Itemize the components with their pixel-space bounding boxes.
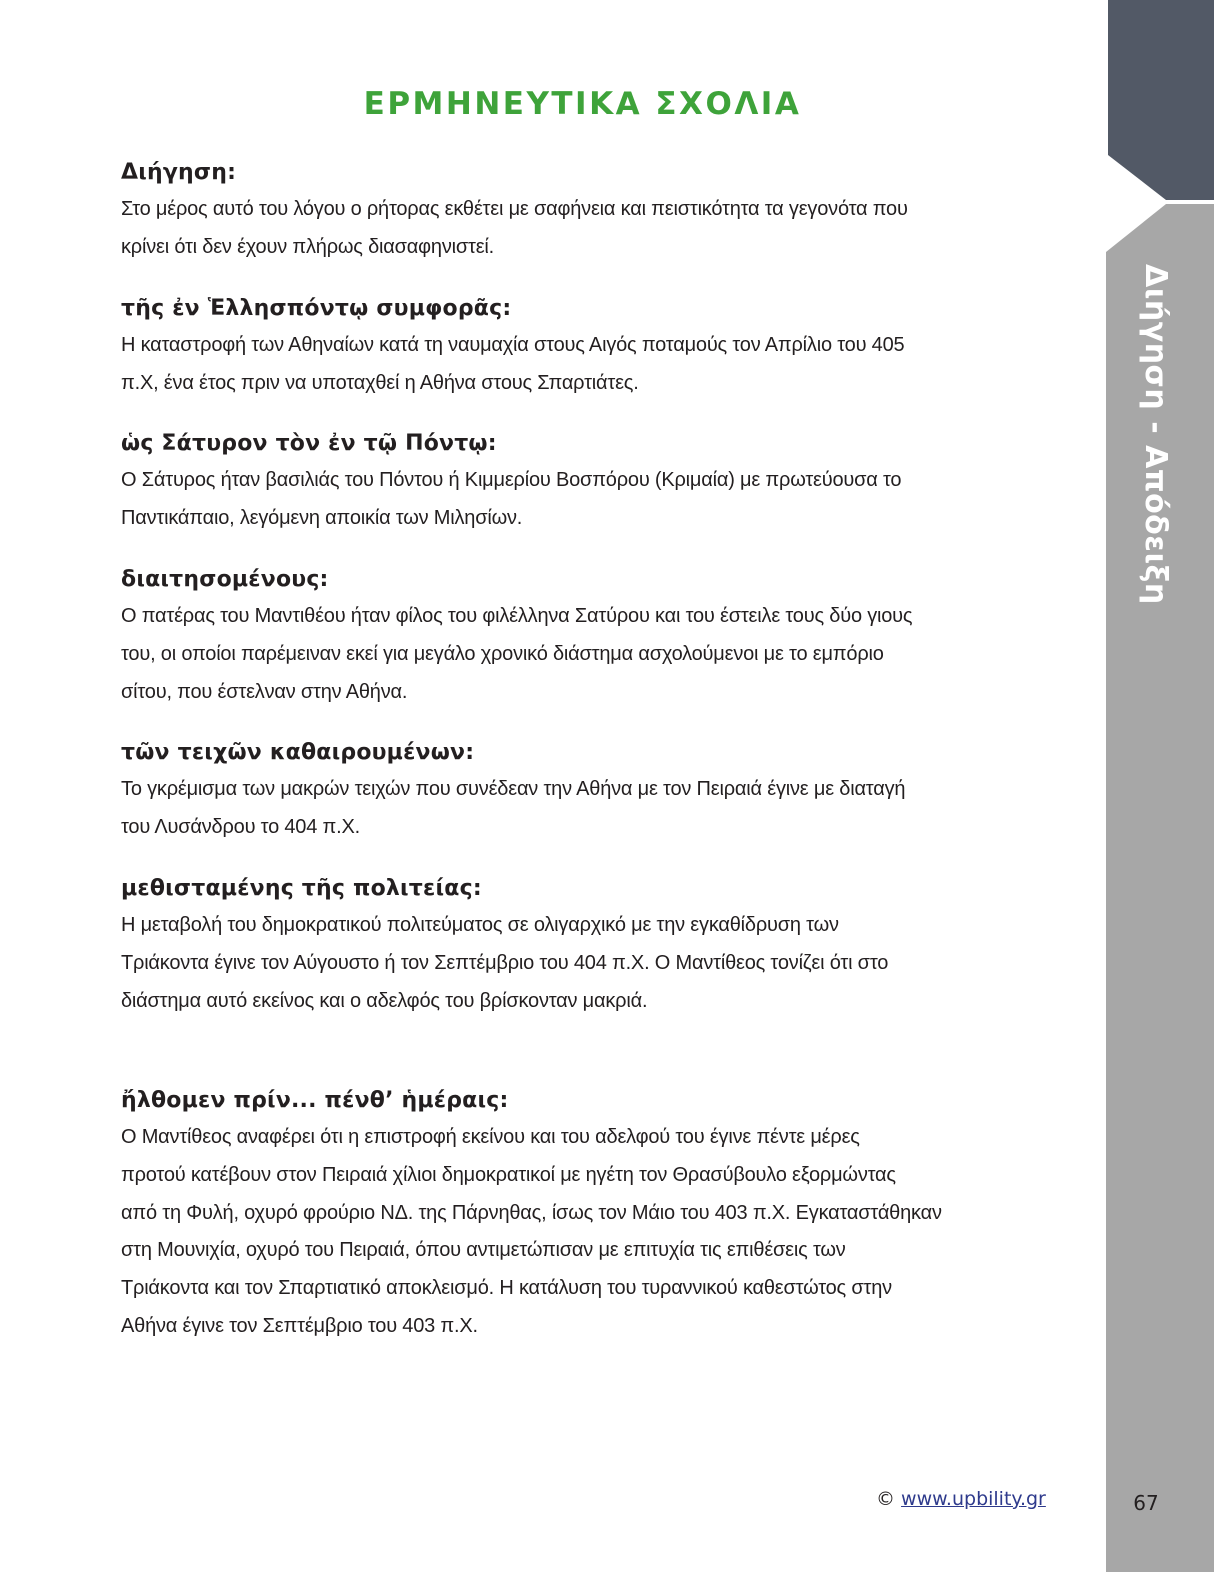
section-line: Ο πατέρας του Μαντιθέου ήταν φίλος του φιλέλληνα Σατύρου και του έστειλε τους δύο γιους [121, 605, 913, 627]
section-satyrus [121, 426, 901, 538]
section-line: π.Χ, ένα έτος πριν να υποταχθεί η Αθήνα στους Σπαρτιάτες. [121, 371, 639, 394]
section-heading: ὡς Σάτυρον τὸν ἐν τῷ Πόντῳ: [121, 431, 497, 456]
section-heading: μεθισταμένης τῆς πολιτείας: [121, 876, 482, 901]
section-line: από τη Φυλή, οχυρό φρούριο ΝΔ. της Πάρνηθας, ίσως τον Μάιο του 403 π.Χ. Εγκαταστάθηκαν [121, 1201, 942, 1224]
section-diaitesomenous [121, 562, 912, 711]
dark-chapter-tab [1108, 0, 1214, 200]
section-heading: ἤλθομεν πρίν... πένθ’ ἡμέραις: [121, 1088, 509, 1113]
section-line: Αθήνα έγινε τον Σεπτέμβριο του 403 π.Χ. [121, 1314, 478, 1337]
chapter-sidebar [1106, 0, 1214, 1572]
page-number: 67 [1133, 1491, 1159, 1515]
section-heading: τῆς ἐν Ἑλλησπόντῳ συμφορᾶς: [121, 296, 512, 321]
section-line: του, οι οποίοι παρέμειναν εκεί για μεγάλο χρονικό διάστημα ασχολούμενοι με το εμπόριο [121, 642, 884, 665]
footer-copyright [876, 1488, 1046, 1510]
page-title: ΕΡΜΗΝΕΥΤΙΚΑ ΣΧΟΛΙΑ [363, 86, 802, 122]
section-heading: τῶν τειχῶν καθαιρουμένων: [121, 740, 475, 765]
section-line: Στο μέρος αυτό του λόγου ο ρήτορας εκθέτει με σαφήνεια και πειστικότητα τα γεγονότα που [121, 198, 908, 220]
section-line: Παντικάπαιο, λεγόμενη αποικία των Μιλησίων. [121, 506, 523, 529]
section-heading: Διήγηση: [121, 160, 237, 185]
section-narration [121, 155, 908, 267]
section-hellespont [121, 291, 904, 403]
section-line: Ο Σάτυρος ήταν βασιλιάς του Πόντου ή Κιμμερίου Βοσπόρου (Κριμαία) με πρωτεύουσα το [121, 469, 902, 491]
section-line: Η μεταβολή του δημοκρατικού πολιτεύματος σε ολιγαρχικό με την εγκαθίδρυση των [121, 914, 839, 936]
chapter-label: Διήγηση - Απόδειξη [1138, 264, 1173, 605]
section-line: στη Μουνιχία, οχυρό του Πειραιά, όπου αντιμετώπισαν με επιτυχία τις επιθέσεις των [121, 1239, 846, 1262]
section-line: Τριάκοντα και τον Σπαρτιατικό αποκλεισμό. Η κατάλυση του τυραννικού καθεστώτος στην [121, 1277, 892, 1300]
section-line: κρίνει ότι δεν έχουν πλήρως διασαφηνιστεί. [121, 235, 495, 258]
section-line: Τριάκοντα έγινε τον Αύγουστο ή τον Σεπτέμβριο του 404 π.Χ. Ο Μαντίθεος τονίζει ότι στο [121, 951, 889, 974]
section-line: Το γκρέμισμα των μακρών τειχών που συνέδεαν την Αθήνα με τον Πειραιά έγινε με διαταγή [121, 778, 906, 800]
website-link[interactable]: www.upbility.gr [901, 1488, 1046, 1510]
section-line: προτού κατέβουν στον Πειραιά χίλιοι δημοκρατικοί με ηγέτη τον Θρασύβουλο εξορμώντας [121, 1163, 896, 1186]
section-heading: διαιτησομένους: [121, 567, 329, 592]
section-elthomen [121, 1083, 942, 1346]
sidebar-tabs-graphic [1106, 0, 1214, 1572]
section-line: του Λυσάνδρου το 404 π.Χ. [121, 815, 360, 838]
section-politeia [121, 871, 888, 1020]
section-line: Η καταστροφή των Αθηναίων κατά τη ναυμαχία στους Αιγός ποταμούς τον Απρίλιο του 405 [121, 334, 905, 356]
section-line: διάστημα αυτό εκείνος και ο αδελφός του βρίσκονταν μακριά. [121, 989, 648, 1012]
section-walls [121, 735, 905, 847]
section-line: Ο Μαντίθεος αναφέρει ότι η επιστροφή εκείνου και του αδελφού του έγινε πέντε μέρες [121, 1126, 860, 1148]
copyright-icon: © [876, 1488, 895, 1510]
section-line: σίτου, που έστελναν στην Αθήνα. [121, 680, 408, 703]
